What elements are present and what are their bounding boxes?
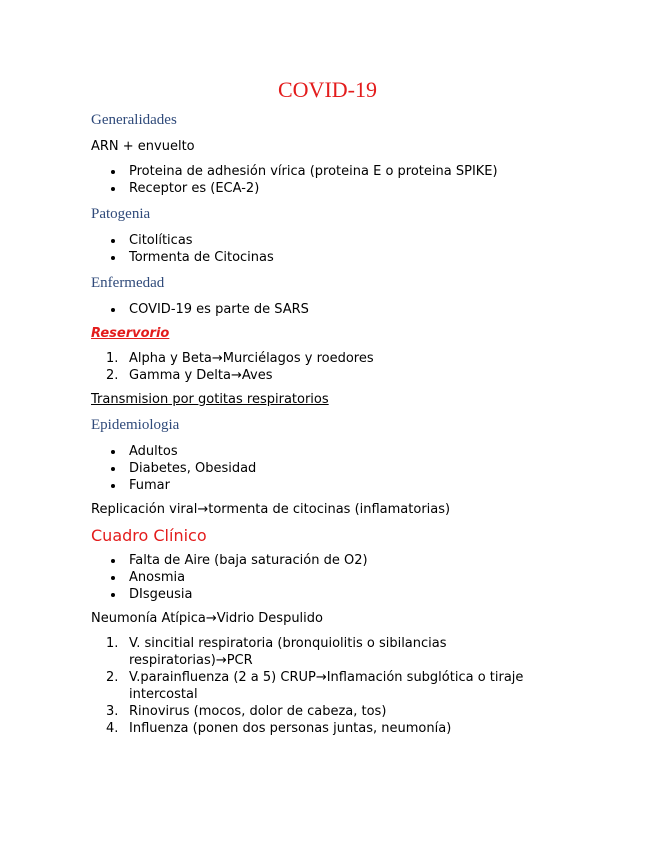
epidemiologia-list	[108, 443, 548, 494]
heading-patogenia: Patogenia	[91, 206, 151, 222]
list-item: Proteina de adhesión vírica (proteina E o proteina SPIKE)	[108, 163, 548, 180]
list-text-line2: respiratorias)→PCR	[129, 653, 253, 668]
list-text: Gamma y Delta→Aves	[129, 368, 273, 383]
list-text-line1: Rinovirus (mocos, dolor de cabeza, tos)	[129, 704, 387, 719]
list-item: Diabetes, Obesidad	[108, 460, 548, 477]
generalidades-intro: ARN + envuelto	[91, 139, 195, 154]
list-number: 1.	[106, 351, 119, 366]
cuadro-list	[108, 552, 548, 603]
neumonia-list	[108, 635, 548, 737]
list-text-line1: V.parainfluenza (2 a 5) CRUP→Inflamación subglótica o tiraje	[129, 670, 524, 685]
transmision-text: Transmision por gotitas respiratorios	[91, 392, 329, 407]
page-title: COVID-19	[278, 77, 377, 102]
list-item: Falta de Aire (baja saturación de O2)	[108, 552, 548, 569]
enfermedad-list	[108, 301, 548, 318]
heading-enfermedad: Enfermedad	[91, 275, 165, 291]
list-text-line2: intercostal	[129, 687, 198, 702]
list-number: 4.	[106, 721, 119, 736]
list-item	[108, 703, 548, 720]
list-item: Fumar	[108, 477, 548, 494]
reservorio-list	[108, 350, 548, 384]
heading-generalidades: Generalidades	[91, 112, 177, 128]
list-item: Citolíticas	[108, 232, 548, 249]
list-number: 3.	[106, 704, 119, 719]
list-text-line1: V. sincitial respiratoria (bronquiolitis o sibilancias	[129, 636, 447, 651]
list-text: Alpha y Beta→Murciélagos y roedores	[129, 351, 374, 366]
neumonia-intro: Neumonía Atípica→Vidrio Despulido	[91, 611, 323, 626]
generalidades-list	[108, 163, 548, 197]
list-number: 2.	[106, 670, 119, 685]
list-text-line1: Influenza (ponen dos personas juntas, neumonía)	[129, 721, 452, 736]
heading-reservorio: Reservorio	[91, 326, 170, 341]
list-item: Receptor es (ECA-2)	[108, 180, 548, 197]
list-item	[108, 669, 548, 703]
list-item: Anosmia	[108, 569, 548, 586]
list-number: 2.	[106, 368, 119, 383]
list-item	[108, 635, 548, 669]
list-item: Adultos	[108, 443, 548, 460]
list-item: COVID-19 es parte de SARS	[108, 301, 548, 318]
list-number: 1.	[106, 636, 119, 651]
list-item	[108, 367, 548, 384]
list-item: Tormenta de Citocinas	[108, 249, 548, 266]
list-item: DIsgeusia	[108, 586, 548, 603]
patogenia-list	[108, 232, 548, 266]
list-item	[108, 350, 548, 367]
replicacion-text: Replicación viral→tormenta de citocinas (inflamatorias)	[91, 502, 451, 517]
heading-cuadro-clinico: Cuadro Clínico	[91, 526, 207, 545]
heading-epidemiologia: Epidemiologia	[91, 417, 180, 433]
list-item	[108, 720, 548, 737]
